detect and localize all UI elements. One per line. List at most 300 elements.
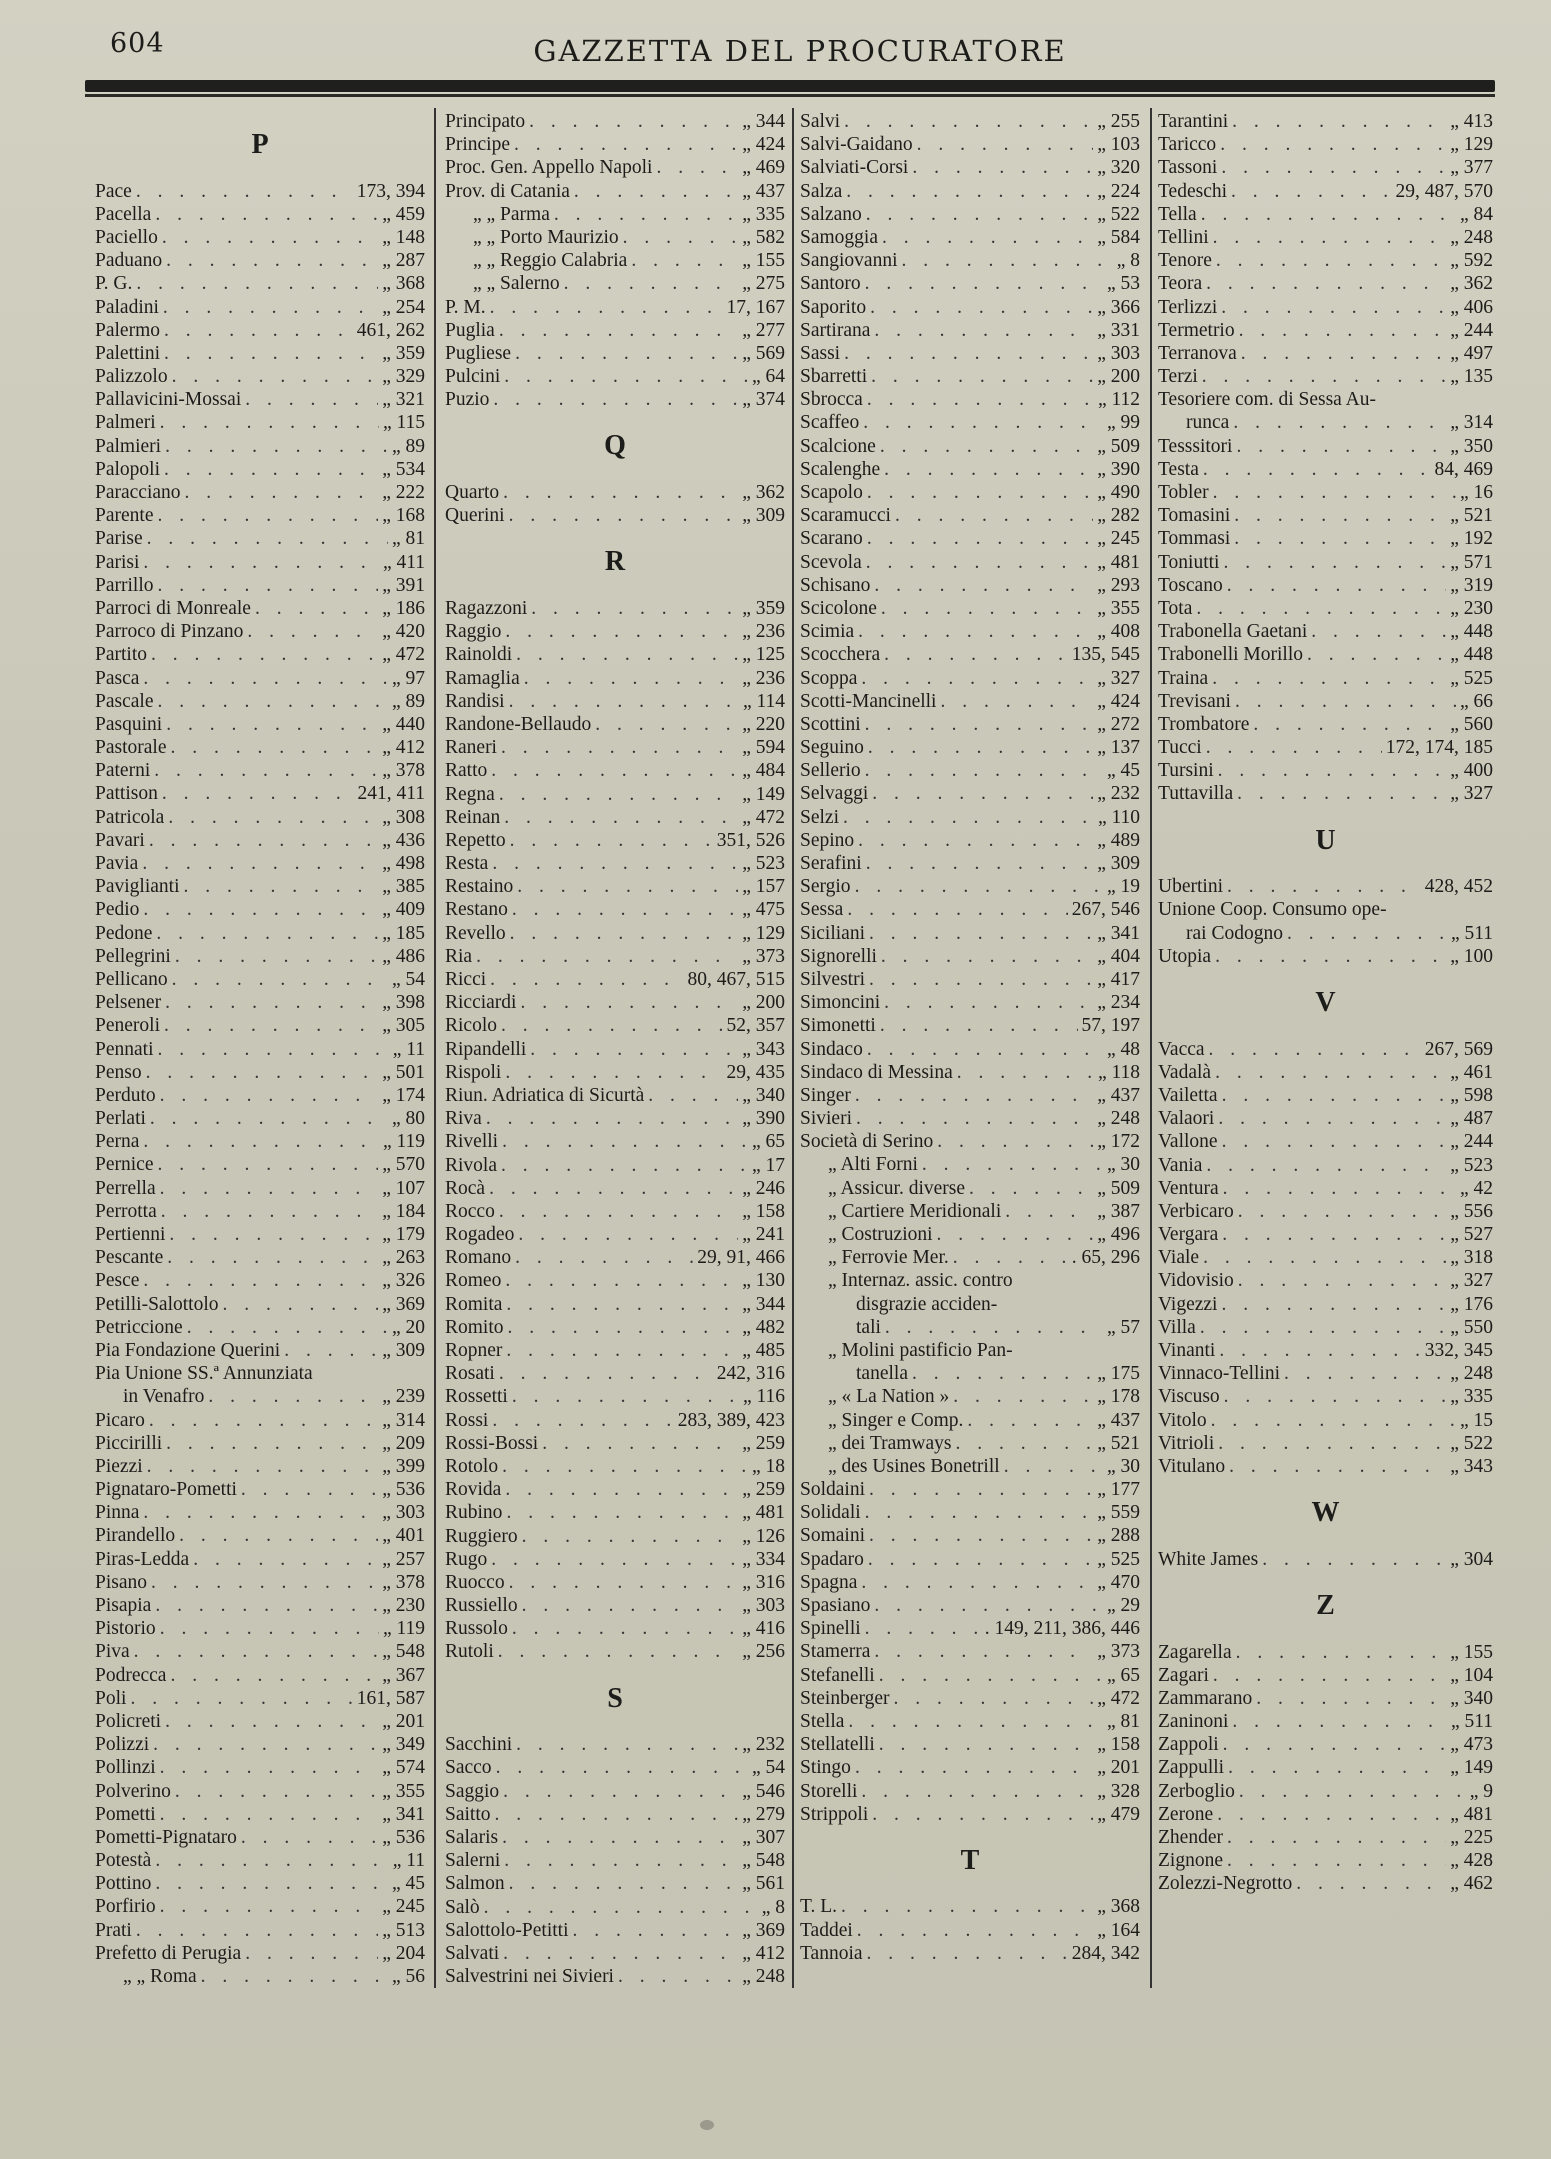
leader-dots bbox=[1222, 1084, 1447, 1107]
index-entry bbox=[800, 806, 1140, 829]
index-entry bbox=[1158, 388, 1493, 411]
entry-page-ref: „ 89 bbox=[391, 690, 425, 712]
index-entry bbox=[445, 1061, 785, 1084]
entry-name: Romito bbox=[445, 1316, 504, 1338]
leader-dots bbox=[957, 1061, 1094, 1084]
entry-name: Salvati bbox=[445, 1942, 500, 1964]
entry-name: Rocà bbox=[445, 1177, 486, 1199]
index-entry bbox=[800, 922, 1140, 945]
leader-dots bbox=[163, 296, 378, 319]
entry-page-ref: „ 390 bbox=[1097, 458, 1140, 480]
entry-name: Proc. Gen. Appello Napoli bbox=[445, 157, 653, 179]
leader-dots bbox=[512, 898, 738, 921]
entry-page-ref: „ 561 bbox=[742, 1873, 785, 1895]
entry-name: Vidovisio bbox=[1158, 1270, 1234, 1292]
leader-dots bbox=[486, 1107, 738, 1130]
section-letter: T bbox=[960, 1844, 980, 1876]
index-entry bbox=[800, 1710, 1140, 1733]
index-entry bbox=[95, 1200, 425, 1223]
index-entry bbox=[445, 1803, 785, 1826]
index-entry bbox=[445, 296, 785, 319]
leader-dots bbox=[496, 1756, 748, 1779]
entry-page-ref: „ 20 bbox=[391, 1316, 425, 1338]
leader-dots bbox=[172, 365, 379, 388]
entry-name: Zagari bbox=[1158, 1664, 1209, 1686]
leader-dots bbox=[505, 620, 738, 643]
entry-page-ref: „ 436 bbox=[382, 829, 425, 851]
leader-dots bbox=[512, 1617, 738, 1640]
leader-dots bbox=[1005, 1200, 1093, 1223]
entry-name: Zaninoni bbox=[1158, 1711, 1229, 1733]
leader-dots bbox=[1221, 156, 1446, 179]
leader-dots bbox=[158, 574, 379, 597]
index-entry bbox=[1158, 1803, 1493, 1826]
index-entry bbox=[800, 527, 1140, 550]
leader-dots bbox=[1232, 110, 1446, 133]
section-letter: Q bbox=[604, 430, 626, 462]
index-entry bbox=[445, 1640, 785, 1663]
index-entry bbox=[445, 667, 785, 690]
entry-name: Tarantini bbox=[1158, 111, 1229, 132]
entry-name: tanella bbox=[856, 1363, 908, 1385]
entry-page-ref: „ 472 bbox=[382, 644, 425, 666]
leader-dots bbox=[874, 574, 1093, 597]
entry-name: Salviati-Corsi bbox=[800, 157, 909, 179]
entry-page-ref: „ 232 bbox=[1097, 783, 1140, 805]
leader-dots bbox=[855, 875, 1103, 898]
entry-page-ref: „ 321 bbox=[382, 389, 425, 411]
index-entry bbox=[95, 991, 425, 1014]
index-entry bbox=[445, 643, 785, 666]
leader-dots bbox=[917, 133, 1094, 156]
entry-page-ref: „ 390 bbox=[742, 1108, 785, 1130]
entry-page-ref: „ 104 bbox=[1450, 1664, 1493, 1686]
entry-name: Sepino bbox=[800, 829, 855, 851]
entry-name: Partito bbox=[95, 644, 147, 666]
leader-dots bbox=[1307, 643, 1446, 666]
leader-dots bbox=[1239, 1780, 1466, 1803]
entry-name: Pirandello bbox=[95, 1525, 176, 1547]
index-entry bbox=[95, 806, 425, 829]
entry-name: Pulcini bbox=[445, 366, 501, 388]
index-entry bbox=[95, 1640, 425, 1663]
leader-dots bbox=[490, 296, 723, 319]
entry-name: Scoppa bbox=[800, 667, 858, 689]
index-entry bbox=[800, 1385, 1140, 1408]
leader-dots bbox=[491, 1548, 738, 1571]
entry-page-ref: „ 462 bbox=[1450, 1873, 1493, 1895]
index-entry bbox=[95, 782, 425, 805]
leader-dots bbox=[866, 203, 1093, 226]
entry-page-ref: „ 327 bbox=[1450, 783, 1493, 805]
entry-name: Rossi-Bossi bbox=[445, 1432, 539, 1454]
index-entry bbox=[800, 1803, 1140, 1826]
index-entry bbox=[95, 1107, 425, 1130]
leader-dots bbox=[1216, 249, 1446, 272]
leader-dots bbox=[160, 1177, 379, 1200]
entry-page-ref: „ 497 bbox=[1450, 342, 1493, 364]
entry-page-ref: 135, 545 bbox=[1071, 644, 1140, 666]
leader-dots bbox=[499, 1200, 738, 1223]
entry-page-ref: 29, 91, 466 bbox=[697, 1247, 785, 1269]
leader-dots bbox=[865, 1501, 1094, 1524]
index-entry bbox=[1158, 1316, 1493, 1339]
entry-page-ref: „ 255 bbox=[1097, 111, 1140, 132]
entry-name: Storelli bbox=[800, 1780, 858, 1802]
leader-dots bbox=[509, 504, 739, 527]
entry-page-ref: „ 65 bbox=[751, 1131, 785, 1153]
index-entry bbox=[800, 1640, 1140, 1663]
index-entry bbox=[1158, 782, 1493, 805]
index-entry bbox=[95, 1756, 425, 1779]
index-entry bbox=[95, 1548, 425, 1571]
leader-dots bbox=[857, 1919, 1093, 1942]
entry-page-ref: „ 525 bbox=[1450, 667, 1493, 689]
leader-dots bbox=[1229, 1455, 1446, 1478]
leader-dots bbox=[956, 1432, 1094, 1455]
entry-name: Saitto bbox=[445, 1803, 491, 1825]
section-letter: U bbox=[1315, 824, 1336, 856]
leader-dots bbox=[143, 551, 379, 574]
leader-dots bbox=[870, 296, 1093, 319]
entry-page-ref: „ 248 bbox=[742, 1966, 785, 1988]
entry-name: Randone-Bellaudo bbox=[445, 713, 592, 735]
index-entry bbox=[95, 922, 425, 945]
entry-name: Rovida bbox=[445, 1479, 502, 1501]
entry-name: Ricolo bbox=[445, 1015, 497, 1037]
index-entry bbox=[95, 226, 425, 249]
entry-name: Perrotta bbox=[95, 1200, 157, 1222]
entry-page-ref: „ 560 bbox=[1450, 713, 1493, 735]
index-entry bbox=[445, 968, 785, 991]
entry-page-ref: „ 158 bbox=[1097, 1734, 1140, 1756]
leader-dots bbox=[912, 156, 1093, 179]
index-entry bbox=[95, 852, 425, 875]
index-entry bbox=[800, 481, 1140, 504]
index-entry bbox=[95, 1269, 425, 1292]
index-entry bbox=[95, 1478, 425, 1501]
leader-dots bbox=[1221, 296, 1446, 319]
entry-page-ref: „ 484 bbox=[742, 760, 785, 782]
entry-page-ref: „ 496 bbox=[1097, 1224, 1140, 1245]
index-entry bbox=[95, 1733, 425, 1756]
entry-name: Riva bbox=[445, 1108, 482, 1130]
entry-name: Rainoldi bbox=[445, 644, 513, 666]
entry-page-ref: „ 368 bbox=[1097, 1896, 1140, 1918]
section-letter: V bbox=[1315, 986, 1336, 1018]
leader-dots bbox=[490, 968, 683, 991]
index-entry bbox=[800, 1223, 1140, 1246]
entry-name: Parroco di Pinzano bbox=[95, 621, 244, 643]
index-entry bbox=[800, 1756, 1140, 1779]
entry-page-ref: „ 248 bbox=[1450, 226, 1493, 248]
entry-name: Pertienni bbox=[95, 1224, 166, 1246]
index-entry bbox=[445, 133, 785, 156]
index-entry bbox=[800, 1617, 1140, 1640]
entry-name: Puglia bbox=[445, 319, 495, 341]
index-entry bbox=[95, 898, 425, 921]
index-entry bbox=[445, 1733, 785, 1756]
leader-dots bbox=[1223, 551, 1446, 574]
index-entry bbox=[800, 504, 1140, 527]
index-entry bbox=[1158, 435, 1493, 458]
entry-page-ref: „ 19 bbox=[1106, 876, 1140, 898]
leader-dots bbox=[880, 435, 1093, 458]
entry-name: Paduano bbox=[95, 250, 163, 272]
index-entry bbox=[95, 1316, 425, 1339]
index-entry bbox=[800, 435, 1140, 458]
entry-page-ref: „ 536 bbox=[382, 1479, 425, 1501]
entry-page-ref: „ 178 bbox=[1097, 1386, 1140, 1408]
entry-page-ref: „ 175 bbox=[1097, 1363, 1140, 1385]
leader-dots bbox=[1213, 226, 1447, 249]
leader-dots bbox=[201, 1965, 388, 1988]
leader-dots bbox=[869, 1524, 1093, 1547]
index-entry bbox=[445, 1177, 785, 1200]
leader-dots bbox=[953, 1246, 1068, 1269]
index-entry bbox=[445, 1455, 785, 1478]
index-entry bbox=[95, 1153, 425, 1176]
index-entry bbox=[800, 1594, 1140, 1617]
entry-name: Utopia bbox=[1158, 945, 1212, 967]
index-entry bbox=[95, 365, 425, 388]
index-entry bbox=[800, 319, 1140, 342]
entry-name: Sbrocca bbox=[800, 389, 863, 411]
entry-page-ref: 283, 389, 423 bbox=[677, 1409, 785, 1431]
entry-page-ref: „ 369 bbox=[382, 1293, 425, 1315]
leader-dots bbox=[902, 249, 1113, 272]
entry-page-ref: „ 509 bbox=[1097, 1177, 1140, 1199]
index-entry bbox=[800, 1571, 1140, 1594]
leader-dots bbox=[1287, 922, 1447, 945]
leader-dots bbox=[164, 342, 378, 365]
index-entry bbox=[95, 1223, 425, 1246]
leader-dots bbox=[531, 597, 738, 620]
entry-name: Paladini bbox=[95, 296, 159, 318]
entry-page-ref: „ 385 bbox=[382, 876, 425, 898]
leader-dots bbox=[1227, 875, 1421, 898]
entry-page-ref: „ 287 bbox=[382, 250, 425, 272]
index-entry bbox=[445, 759, 785, 782]
entry-name: Principato bbox=[445, 111, 526, 132]
entry-page-ref: „ 408 bbox=[1097, 621, 1140, 643]
entry-page-ref: „ 30 bbox=[1106, 1455, 1140, 1477]
entry-page-ref: „ 546 bbox=[742, 1780, 785, 1802]
entry-name: Polverino bbox=[95, 1780, 171, 1802]
entry-page-ref: „ 437 bbox=[1097, 1409, 1140, 1431]
entry-page-ref: „ 511 bbox=[1450, 922, 1493, 944]
entry-name: Rosati bbox=[445, 1363, 495, 1385]
entry-page-ref: 242, 316 bbox=[716, 1363, 785, 1385]
leader-dots bbox=[1211, 1409, 1456, 1432]
leader-dots bbox=[564, 272, 739, 295]
entry-page-ref: „ 234 bbox=[1097, 992, 1140, 1014]
leader-dots bbox=[1213, 1664, 1446, 1687]
entry-page-ref: „ 30 bbox=[1106, 1154, 1140, 1176]
index-entry bbox=[1158, 1200, 1493, 1223]
entry-page-ref: „ 248 bbox=[1450, 1363, 1493, 1385]
entry-page-ref: „ 15 bbox=[1459, 1409, 1493, 1431]
index-entry bbox=[1158, 759, 1493, 782]
leader-dots bbox=[164, 458, 378, 481]
leader-dots bbox=[501, 1154, 748, 1177]
leader-dots bbox=[175, 1780, 378, 1803]
entry-name: „ Molini pastificio Pan- bbox=[828, 1339, 1013, 1361]
entry-name: Somaini bbox=[800, 1525, 866, 1547]
entry-page-ref: „ 236 bbox=[742, 621, 785, 643]
index-entry bbox=[800, 133, 1140, 156]
entry-page-ref: „ 56 bbox=[391, 1966, 425, 1988]
entry-page-ref: „ 309 bbox=[382, 1339, 425, 1361]
leader-dots bbox=[179, 1524, 378, 1547]
entry-name: Signorelli bbox=[800, 945, 877, 967]
entry-name: Parisi bbox=[95, 551, 140, 573]
leader-dots bbox=[136, 180, 353, 203]
entry-name: Scalenghe bbox=[800, 458, 881, 480]
leader-dots bbox=[1236, 1641, 1447, 1664]
entry-name: Soldaini bbox=[800, 1479, 866, 1501]
entry-name: Restano bbox=[445, 899, 508, 921]
entry-name: Ruggiero bbox=[445, 1525, 518, 1547]
index-column-2 bbox=[445, 110, 785, 2010]
entry-page-ref: „ 416 bbox=[742, 1618, 785, 1640]
leader-dots bbox=[856, 1107, 1093, 1130]
leader-dots bbox=[881, 945, 1093, 968]
index-entry bbox=[800, 782, 1140, 805]
entry-page-ref: „ 378 bbox=[382, 760, 425, 782]
leader-dots bbox=[150, 1107, 388, 1130]
entry-page-ref: „ 45 bbox=[391, 1873, 425, 1895]
entry-page-ref: „ 200 bbox=[1097, 366, 1140, 388]
index-entry bbox=[1158, 156, 1493, 179]
entry-page-ref: „ 282 bbox=[1097, 505, 1140, 527]
leader-dots bbox=[155, 1849, 388, 1872]
entry-name: Scapolo bbox=[800, 482, 863, 503]
index-entry bbox=[445, 481, 785, 504]
entry-name: „ Singer e Comp. bbox=[828, 1409, 964, 1431]
entry-name: Petilli-Salottolo bbox=[95, 1293, 219, 1315]
index-entry bbox=[445, 1130, 785, 1153]
leader-dots bbox=[522, 1525, 739, 1548]
index-entry bbox=[445, 1849, 785, 1872]
index-entry bbox=[800, 829, 1140, 852]
index-entry bbox=[445, 597, 785, 620]
entry-name: Rocco bbox=[445, 1200, 495, 1222]
index-entry bbox=[800, 736, 1140, 759]
entry-name: Taricco bbox=[1158, 134, 1217, 156]
entry-page-ref: „ 461 bbox=[1450, 1061, 1493, 1083]
entry-page-ref: „ 319 bbox=[1450, 574, 1493, 596]
entry-page-ref: „ 275 bbox=[742, 273, 785, 295]
leader-dots bbox=[520, 991, 738, 1014]
index-entry bbox=[800, 713, 1140, 736]
leader-dots bbox=[161, 1200, 378, 1223]
entry-name: Palermo bbox=[95, 319, 160, 341]
entry-name: Pascale bbox=[95, 690, 154, 712]
leader-dots bbox=[524, 667, 738, 690]
leader-dots bbox=[1227, 574, 1447, 597]
index-entry bbox=[445, 945, 785, 968]
index-entry bbox=[1158, 1780, 1493, 1803]
index-entry bbox=[1158, 1849, 1493, 1872]
entry-name: „ „ Roma bbox=[123, 1966, 197, 1988]
index-entry bbox=[95, 180, 425, 203]
entry-page-ref: „ 525 bbox=[1097, 1548, 1140, 1570]
index-entry bbox=[800, 1269, 1140, 1292]
entry-page-ref: „ 107 bbox=[382, 1177, 425, 1199]
entry-name: Sessa bbox=[800, 899, 844, 921]
entry-page-ref: „ 521 bbox=[1450, 505, 1493, 527]
leader-dots bbox=[166, 1432, 378, 1455]
leader-dots bbox=[245, 1942, 378, 1965]
entry-name: Pesce bbox=[95, 1270, 140, 1292]
leader-dots bbox=[1206, 272, 1446, 295]
entry-page-ref: „ 406 bbox=[1450, 296, 1493, 318]
leader-dots bbox=[155, 1872, 388, 1895]
entry-page-ref: „ 54 bbox=[751, 1757, 785, 1779]
leader-dots bbox=[502, 1826, 738, 1849]
entry-name: Società di Serino bbox=[800, 1131, 934, 1153]
index-entry bbox=[800, 156, 1140, 179]
entry-page-ref: „ 327 bbox=[1450, 1270, 1493, 1292]
entry-page-ref: „ 230 bbox=[1450, 597, 1493, 619]
entry-page-ref: „ 245 bbox=[1097, 528, 1140, 550]
entry-name: „ „ Parma bbox=[473, 203, 550, 225]
entry-name: Principe bbox=[445, 134, 510, 156]
index-entry bbox=[445, 203, 785, 226]
leader-dots bbox=[656, 156, 738, 179]
section-letter: W bbox=[1311, 1497, 1340, 1529]
leader-dots bbox=[510, 829, 713, 852]
index-entry bbox=[800, 1687, 1140, 1710]
entry-name: Ropner bbox=[445, 1340, 503, 1361]
entry-page-ref: „ 377 bbox=[1450, 157, 1493, 179]
index-entry bbox=[800, 458, 1140, 481]
leader-dots bbox=[512, 1385, 739, 1408]
entry-page-ref: „ 369 bbox=[742, 1919, 785, 1941]
entry-name: Tenore bbox=[1158, 250, 1212, 272]
index-entry bbox=[95, 1246, 425, 1269]
entry-page-ref: „ 548 bbox=[742, 1850, 785, 1872]
leader-dots bbox=[484, 1896, 758, 1919]
entry-page-ref: „ 288 bbox=[1097, 1525, 1140, 1547]
leader-dots bbox=[881, 597, 1093, 620]
entry-name: P. G. bbox=[95, 273, 133, 295]
entry-name: Pisano bbox=[95, 1571, 148, 1593]
index-entry bbox=[445, 319, 785, 342]
index-entry bbox=[800, 1038, 1140, 1061]
leader-dots bbox=[865, 272, 1103, 295]
entry-name: Patricola bbox=[95, 806, 165, 828]
leader-dots bbox=[623, 226, 739, 249]
section-letter: R bbox=[604, 546, 626, 578]
leader-dots bbox=[151, 1571, 378, 1594]
entry-name: Parroci di Monreale bbox=[95, 597, 251, 619]
entry-name: Trabonella Gaetani bbox=[1158, 621, 1308, 643]
leader-dots bbox=[241, 1478, 378, 1501]
entry-name: Ruocco bbox=[445, 1571, 505, 1593]
index-entry bbox=[1158, 226, 1493, 249]
entry-page-ref: „ 331 bbox=[1097, 319, 1140, 341]
entry-name: Rutoli bbox=[445, 1641, 494, 1663]
entry-name: Vacca bbox=[1158, 1038, 1205, 1060]
entry-name: Rossi bbox=[445, 1409, 489, 1431]
entry-name: disgrazie acciden- bbox=[856, 1293, 998, 1315]
entry-name: Rugo bbox=[445, 1548, 488, 1570]
entry-page-ref: „ 318 bbox=[1450, 1247, 1493, 1269]
entry-name: Piezzi bbox=[95, 1455, 143, 1477]
index-entry bbox=[800, 1014, 1140, 1037]
